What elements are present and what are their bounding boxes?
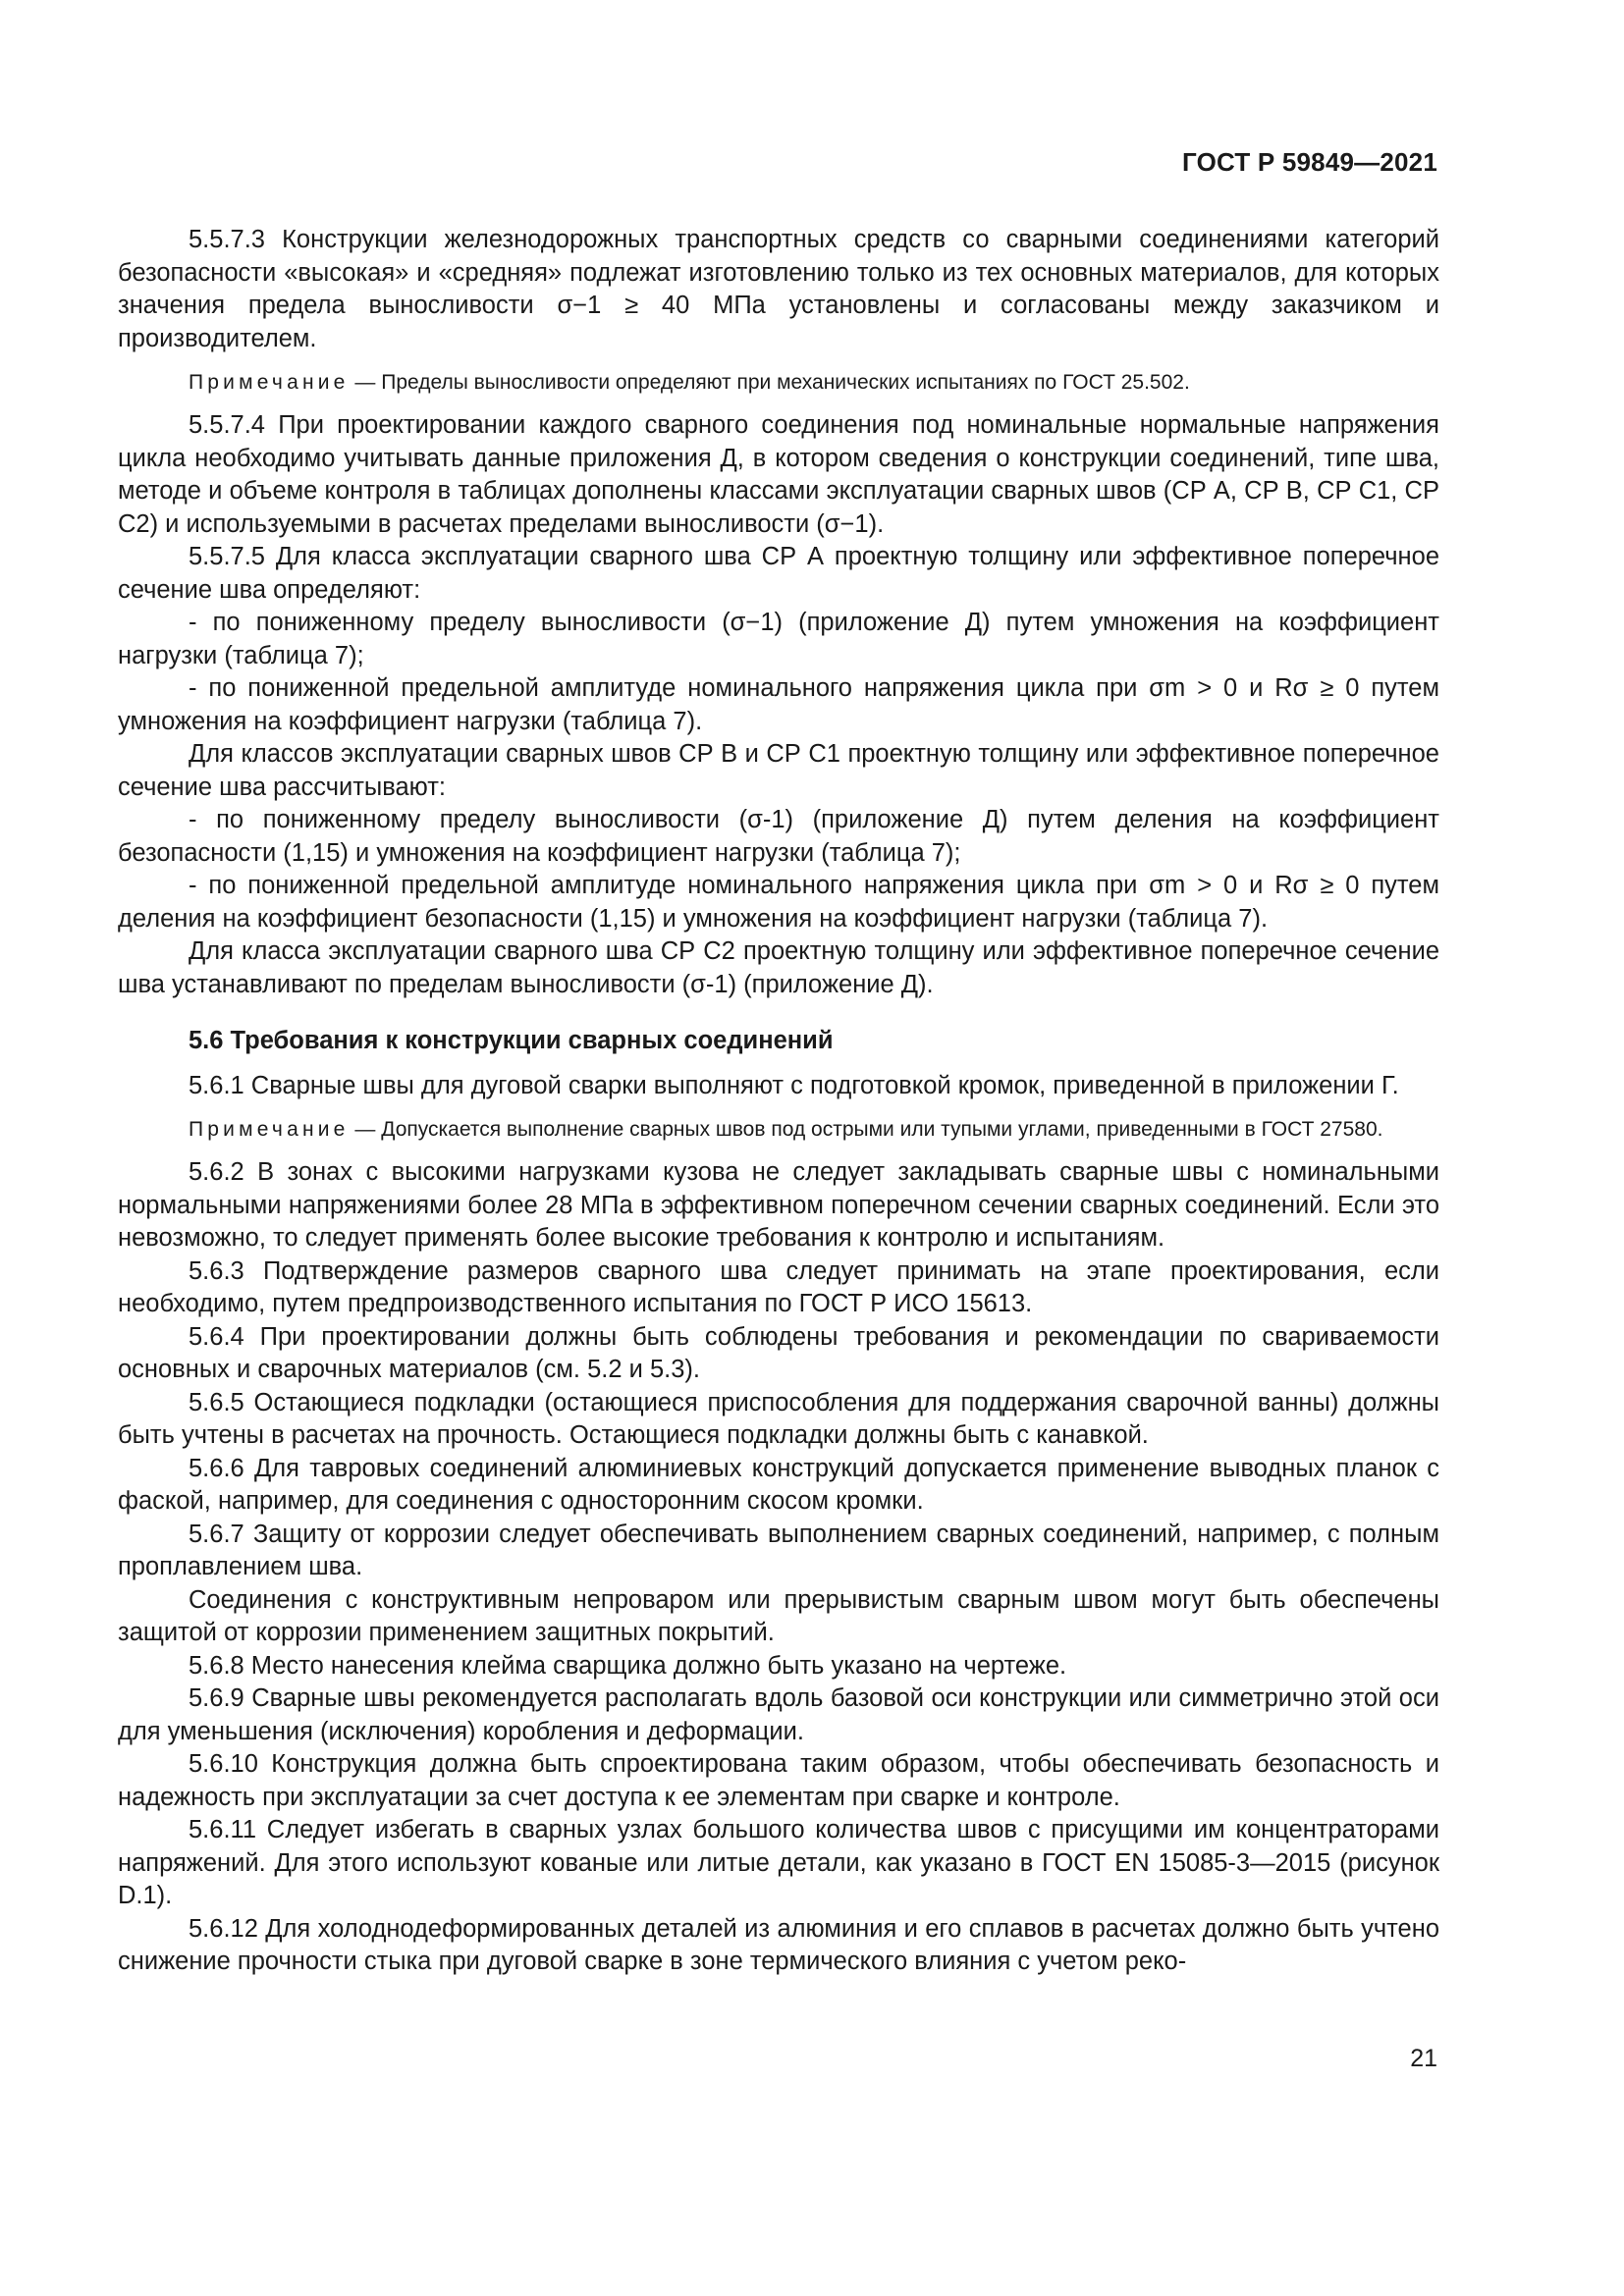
paragraph-5-6-4: 5.6.4 При проектировании должны быть соблюдены требования и рекомендации по свариваемости основных и сварочных материалов (см. 5.2 и 5.3). — [118, 1322, 1439, 1383]
paragraph-classes-b-c1: Для классов эксплуатации сварных швов СР В и СР С1 проектную толщину или эффективное поперечное сечение шва рассчитывают: — [118, 740, 1439, 801]
paragraph-5-6-6: 5.6.6 Для тавровых соединений алюминиевых конструкций допускается применение выводных планок с фаской, например, для соединения с односторонним скосом кромки. — [118, 1454, 1439, 1515]
paragraph-5-6-3: 5.6.3 Подтверждение размеров сварного шва следует принимать на этапе проектирования, если необходимо, путем предпроизводственного испытания по ГОСТ Р ИСО 15613. — [118, 1256, 1439, 1317]
paragraph-5-6-10: 5.6.10 Конструкция должна быть спроектирована таким образом, чтобы обеспечивать безопасность и надежность при эксплуатации за счет доступа к ее элементам при сварке и контроле. — [118, 1750, 1439, 1811]
paragraph-5-6-1: 5.6.1 Сварные швы для дуговой сварки выполняют с подготовкой кромок, приведенной в приложении Г. — [189, 1071, 1399, 1099]
list-item-b2: - по пониженной предельной амплитуде номинального напряжения цикла при σm > 0 и Rσ ≥ 0 путем деления на коэффициент безопасности (1,15) и умножения на коэффициент нагрузки (таблица 7). — [118, 872, 1439, 933]
document-body — [118, 224, 1439, 1979]
section-title-5-6: 5.6 Требования к конструкции сварных соединений — [189, 1027, 834, 1054]
paragraph-5-6-8: 5.6.8 Место нанесения клейма сварщика должно быть указано на чертеже. — [189, 1651, 1067, 1680]
note-label: Примечание — [189, 371, 350, 394]
paragraph-5-6-2: 5.6.2 В зонах с высокими нагрузками кузова не следует закладывать сварные швы с номинальными нормальными напряжениями более 28 МПа в эффективном поперечном сечении сварных соединений. Если это невозможно, то следует применять более высокие требования к контролю и испытаниям. — [118, 1158, 1439, 1252]
note-text: — Пределы выносливости определяют при механических испытаниях по ГОСТ 25.502. — [349, 371, 1190, 394]
paragraph-class-c2: Для класса эксплуатации сварного шва СР С2 проектную толщину или эффективное поперечное сечение шва устанавливают по пределам выносливости (σ-1) (приложение Д). — [118, 937, 1439, 998]
paragraph-5-5-7-5: 5.5.7.5 Для класса эксплуатации сварного шва СР А проектную толщину или эффективное поперечное сечение шва определяют: — [118, 543, 1439, 604]
note-1 — [118, 367, 1439, 398]
document-header: ГОСТ Р 59849—2021 — [1182, 147, 1437, 177]
note-text: — Допускается выполнение сварных швов под острыми или тупыми углами, приведенными в ГОСТ 27580. — [349, 1118, 1383, 1141]
paragraph-5-6-12: 5.6.12 Для холоднодеформированных деталей из алюминия и его сплавов в расчетах должно быть учтено снижение прочности стыка при дуговой сварке в зоне термического влияния с учетом реко- — [118, 1914, 1439, 1975]
list-item-b1: - по пониженному пределу выносливости (σ-1) (приложение Д) путем деления на коэффициент безопасности (1,15) и умножения на коэффициент нагрузки (таблица 7); — [118, 806, 1439, 867]
note-2 — [118, 1114, 1439, 1145]
paragraph-5-6-5: 5.6.5 Остающиеся подкладки (остающиеся приспособления для поддержания сварочной ванны) должны быть учтены в расчетах на прочность. Остающиеся подкладки должны быть с канавкой. — [118, 1388, 1439, 1449]
page-number: 21 — [1410, 2045, 1437, 2072]
paragraph-5-6-9: 5.6.9 Сварные швы рекомендуется располагать вдоль базовой оси конструкции или симметрично этой оси для уменьшения (исключения) коробления и деформации. — [118, 1684, 1439, 1745]
paragraph-5-6-7-continued: Соединения с конструктивным непроваром или прерывистым сварным швом могут быть обеспечены защитой от коррозии применением защитных покрытий. — [118, 1585, 1439, 1646]
list-item-a2: - по пониженной предельной амплитуде номинального напряжения цикла при σm > 0 и Rσ ≥ 0 путем умножения на коэффициент нагрузки (таблица 7). — [118, 674, 1439, 735]
paragraph-5-6-11: 5.6.11 Следует избегать в сварных узлах большого количества швов с присущими им концентраторами напряжений. Для этого используют кованые или литые детали, как указано в ГОСТ EN 15085-3—2015 (рисунок D.1). — [118, 1816, 1439, 1909]
paragraph-5-5-7-3: 5.5.7.3 Конструкции железнодорожных транспортных средств со сварными соединениями категорий безопасности «высокая» и «средняя» подлежат изготовлению только из тех основных материалов, для которых значения предела выносливости σ−1 ≥ 40 МПа установлены и согласованы между заказчиком и производителем. — [118, 226, 1439, 352]
note-label: Примечание — [189, 1118, 350, 1141]
list-item-a1: - по пониженному пределу выносливости (σ−1) (приложение Д) путем умножения на коэффициент нагрузки (таблица 7); — [118, 609, 1439, 669]
paragraph-5-5-7-4: 5.5.7.4 При проектировании каждого сварного соединения под номинальные нормальные напряжения цикла необходимо учитывать данные приложения Д, в котором сведения о конструкции соединений, типе шва, методе и объеме контроля в таблицах дополнены классами эксплуатации сварных швов (СР А, СР В, СР С1, СР С2) и используемыми в расчетах пределами выносливости (σ−1). — [118, 411, 1439, 538]
paragraph-5-6-7: 5.6.7 Защиту от коррозии следует обеспечивать выполнением сварных соединений, например, с полным проплавлением шва. — [118, 1520, 1439, 1580]
